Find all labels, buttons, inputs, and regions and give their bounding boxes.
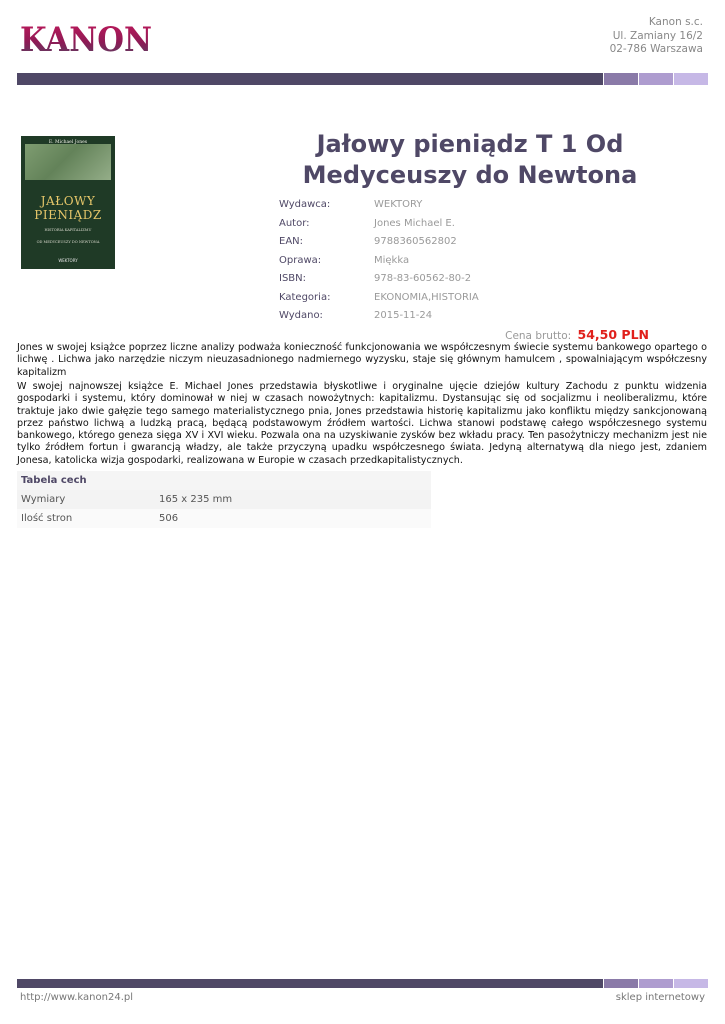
price-block (505, 327, 649, 342)
price-value: 54,50 PLN (577, 327, 649, 342)
features-table (17, 471, 431, 528)
banknote-illustration (25, 144, 111, 180)
cover-title-line1: JAŁOWY (40, 194, 96, 208)
feature-label: Ilość stron (21, 513, 73, 524)
cover-publisher: WEKTORY (58, 258, 78, 263)
product-title (270, 129, 670, 191)
attribute-row-binding (279, 255, 479, 274)
feature-label: Wymiary (21, 494, 66, 505)
footer-tagline: sklep internetowy (615, 992, 705, 1003)
attribute-row-release-date (279, 310, 479, 329)
footer-website-link[interactable]: http://www.kanon24.pl (20, 992, 133, 1003)
company-name: Kanon s.c. (648, 16, 703, 28)
cover-subtitle-line1: HISTORIA KAPITALIZMU (44, 228, 92, 232)
cover-title-line2: PIENIĄDZ (34, 208, 102, 222)
attribute-row-isbn (279, 273, 479, 292)
feature-value: 506 (159, 513, 179, 524)
features-row-pages (17, 509, 431, 528)
cover-author: E. Michael Jones (48, 140, 88, 145)
attribute-value: WEKTORY (374, 199, 423, 210)
attribute-row-publisher (279, 199, 479, 218)
attribute-label: ISBN: (279, 273, 307, 284)
description-paragraph: W swojej najnowszej książce E. Michael Jones przedstawia błyskotliwe i oryginalne ujęcie dziejów kultury Zachodu z punktu widzenia gospodarki i systemu, który dominował w niej w czasach nowożytnych: kapitalizmu. Dystansując się od socjalizmu i neoliberalizmu, które traktuje jako dwie gałęzie tego samego materialistycznego pnia, Jones przedstawia historię kapitalizmu jako konfliktu między sankcjonowaną przez państwo lichwą a ludzką pracą, będącą podstawowym źródłem wartości. Lichwa stanowi podstawę całego współczesnego systemu bankowego, którego geneza sięga XV i XVI wieku. Pozwala ona na uzyskiwanie zysków bez wkładu pracy. Ten pasożytniczy mechanizm jest nie tylko źródłem fortun i gwarancją władzy, ale także przyczyną upadku współczesnego świata. Jedyną alternatywą dla niego jest, zdaniem Jonesa, katolicka wizja gospodarki, realizowana w Europie w czasach przedkapitalistycznych. (17, 381, 707, 466)
attribute-label: Kategoria: (279, 291, 331, 303)
features-row-dimensions (17, 490, 431, 509)
attribute-value: 978-83-60562-80-2 (374, 273, 472, 284)
product-title-line2: Medyceuszy do Newtona (302, 161, 638, 189)
logo-graphic (20, 20, 152, 56)
attribute-row-author (279, 218, 479, 237)
company-city: 02-786 Warszawa (609, 43, 703, 55)
attribute-row-ean (279, 236, 479, 255)
company-street: Ul. Zamiany 16/2 (612, 29, 703, 42)
attribute-value: 2015-11-24 (374, 310, 433, 321)
company-address (610, 16, 703, 57)
attribute-label: Wydano: (279, 310, 323, 321)
cover-subtitle-line2: OD MEDYCEUSZY DO NEWTONA (36, 240, 100, 244)
product-title-line1: Jałowy pieniądz T 1 Od (316, 130, 624, 158)
attribute-value: Miękka (374, 254, 410, 266)
attribute-value: Jones Michael E. (374, 217, 455, 229)
attribute-label: Oprawa: (279, 254, 322, 266)
attribute-value: EKONOMIA,HISTORIA (374, 291, 479, 303)
attribute-label: EAN: (279, 236, 304, 247)
description-paragraph: Jones w swojej książce poprzez liczne analizy podważa konieczność funkcjonowania we współczesnym świecie systemu bankowego opartego o lichwę . Lichwa jako narzędzie niczym nieuzasadnionego nadmiernego wyzysku, staje się głównym hamulcem , spowalniającym współczesny kapitalizm (17, 342, 707, 378)
footer-divider-bar (17, 979, 708, 988)
attribute-row-category (279, 292, 479, 311)
kanon-logo[interactable] (20, 20, 152, 56)
attribute-label: Autor: (279, 217, 310, 229)
product-attributes (279, 199, 479, 329)
svg-text:KANON: KANON (20, 20, 152, 56)
attribute-value: 9788360562802 (374, 236, 457, 247)
price-label: Cena brutto: (505, 330, 572, 342)
attribute-label: Wydawca: (279, 199, 331, 210)
header-divider-bar (17, 73, 708, 85)
features-table-heading: Tabela cech (17, 471, 431, 490)
book-cover-image (21, 136, 115, 269)
feature-value: 165 x 235 mm (159, 494, 233, 505)
